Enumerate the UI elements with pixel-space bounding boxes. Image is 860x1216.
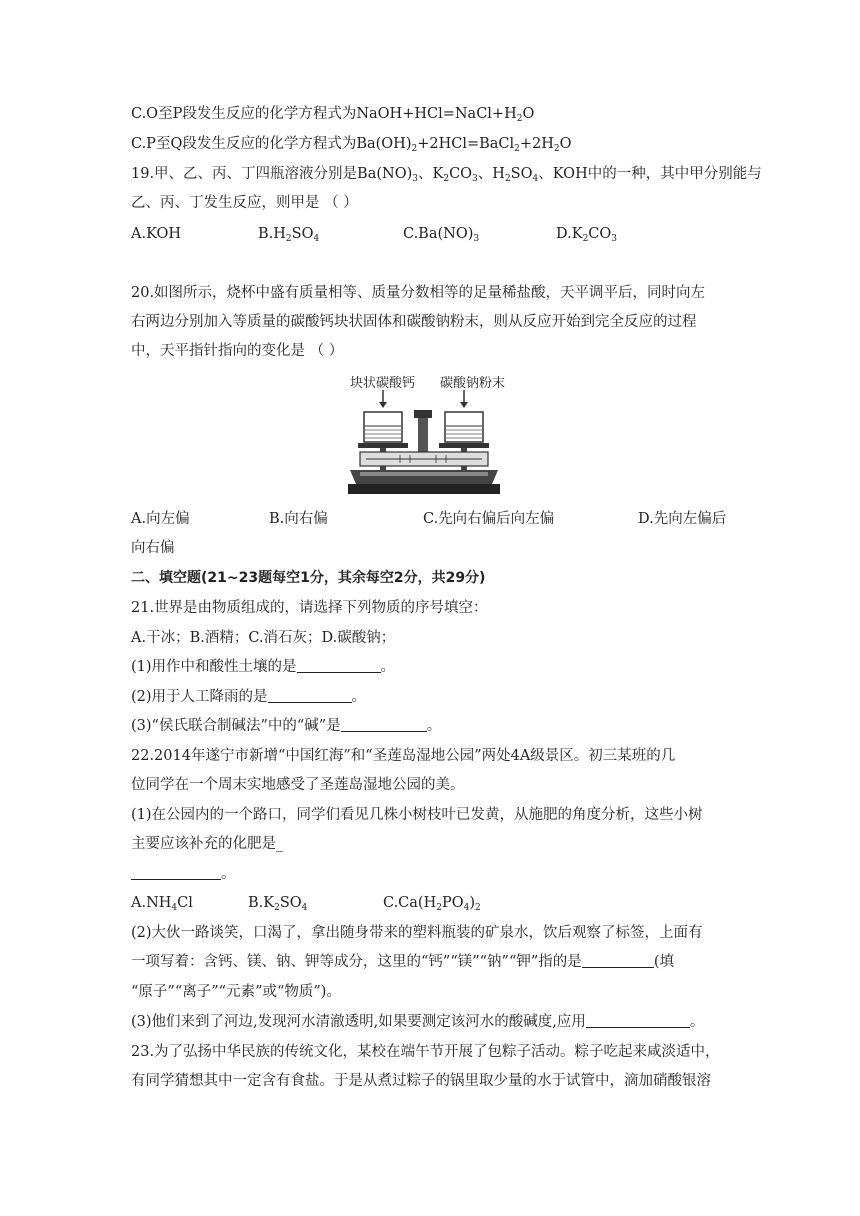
q20-option-a: A.向左偏 (131, 511, 190, 527)
q22-part3: (3)他们来到了河边,发现河水清澈透明,如果要测定该河水的酸碱度,应用 。 (131, 1014, 705, 1030)
q22-part1-line1: (1)在公园内的一个路口，同学们看见几株小树枝叶已发黄，从施肥的角度分析，这些小树 (131, 807, 703, 823)
q21-choices: A.干冰；B.酒精；C.消石灰；D.碳酸钠； (131, 630, 396, 646)
q22-part2-line2: 一项写着：含钙、镁、钠、钾等成分，这里的“钙”“镁”“钠”“钾”指的是 (填 (131, 954, 674, 970)
q20-stem-line2: 右两边分别加入等质量的碳酸钙块状固体和碳酸钠粉末，则从反应开始到完全反应的过程 (131, 314, 697, 330)
left-arrow-head (379, 402, 387, 408)
q22-option-a: $A.NH_4Cl$ (131, 895, 193, 913)
answer-blank[interactable] (341, 717, 427, 732)
figure-right-label: 碳酸钠粉末 (440, 376, 506, 391)
q23-stem-line2: 有同学猜想其中一定含有食盐。于是从煮过粽子的锅里取少量的水于试管中，滴加硝酸银溶 (131, 1073, 711, 1089)
q20-stem-line1: 20.如图所示，烧杯中盛有质量相等、质量分数相等的足量稀盐酸，天平调平后，同时向左 (131, 285, 706, 301)
right-arrow-head (460, 402, 468, 408)
q21-stem: 21.世界是由物质组成的，请选择下列物质的序号填空： (131, 600, 488, 616)
q20-option-d: D.先向左偏后 (638, 511, 727, 527)
q22-stem-line2: 位同学在一个周末实地感受了圣莲岛湿地公园的美。 (131, 777, 465, 793)
q18-option-c1: C.O至P段发生反应的化学方程式为$NaOH+HCl=NaCl+H_2O$ (131, 106, 535, 124)
q18-option-c2: C.P至Q段发生反应的化学方程式为$Ba(OH)_2+2HCl=BaCl_2+2H_2O$ (131, 136, 572, 154)
q22-part1-line3: 。 (131, 864, 236, 884)
q19-option-a: A.KOH (131, 226, 182, 242)
q19-option-c: $C.Ba(NO)_3$ (403, 226, 480, 244)
q20-stem-line3: 中，天平指针指向的变化是 （ ） (131, 343, 344, 359)
answer-blank[interactable] (131, 865, 221, 880)
answer-blank[interactable] (586, 1013, 690, 1028)
q21-part2: (2)用于人工降雨的是 。 (131, 689, 367, 705)
answer-blank[interactable] (582, 953, 654, 968)
q19-stem-line1: 19.甲、乙、丙、丁四瓶溶液分别是$Ba(NO)_3$、$K_2CO_3$、$H_2SO_4$、KOH中的一种，其中甲分别能与 (131, 166, 762, 184)
q19-stem-line2: 乙、丙、丁发生反应，则甲是 （ ） (131, 195, 358, 211)
q21-part3: (3)“侯氏联合制碱法”中的“碱”是 。 (131, 718, 442, 734)
section-2-title: 二、填空题(21~23题每空1分，其余每空2分，共29分) (131, 570, 486, 586)
q22-part1-line2: 主要应该补充的化肥是_ (131, 836, 284, 852)
q23-stem-line1: 23.为了弘扬中华民族的传统文化，某校在端午节开展了包粽子活动。粽子吃起来咸淡适中， (131, 1044, 720, 1060)
q19-option-b: $B.H_2SO_4$ (258, 226, 320, 244)
q20-option-d-cont: 向右偏 (131, 540, 175, 556)
right-beaker (445, 412, 483, 442)
q22-option-c: $C.Ca(H_2PO_4)_2$ (383, 895, 481, 913)
answer-blank[interactable] (268, 688, 352, 703)
balance-figure (340, 388, 500, 500)
q22-stem-line1: 22.2014年遂宁市新增“中国红海”和“圣莲岛湿地公园”两处4A级景区。初三某班的几 (131, 748, 676, 764)
q20-option-b: B.向右偏 (269, 511, 328, 527)
right-pan (439, 443, 489, 448)
answer-blank[interactable] (297, 658, 381, 673)
left-pan (358, 443, 408, 448)
q22-part2-line3: “原子”“离子”“元素”或“物质”)。 (131, 984, 341, 1000)
left-beaker (364, 412, 402, 442)
figure-left-label: 块状碳酸钙 (350, 376, 416, 391)
q19-option-d: $D.K_2CO_3$ (556, 226, 618, 244)
q22-option-b: $B.K_2SO_4$ (248, 895, 308, 913)
q21-part1: (1)用作中和酸性土壤的是 。 (131, 659, 396, 675)
q22-part2-line1: (2)大伙一路谈笑，口渴了，拿出随身带来的塑料瓶装的矿泉水，饮后观察了标签，上面有 (131, 925, 703, 941)
q20-option-c: C.先向右偏后向左偏 (423, 511, 555, 527)
